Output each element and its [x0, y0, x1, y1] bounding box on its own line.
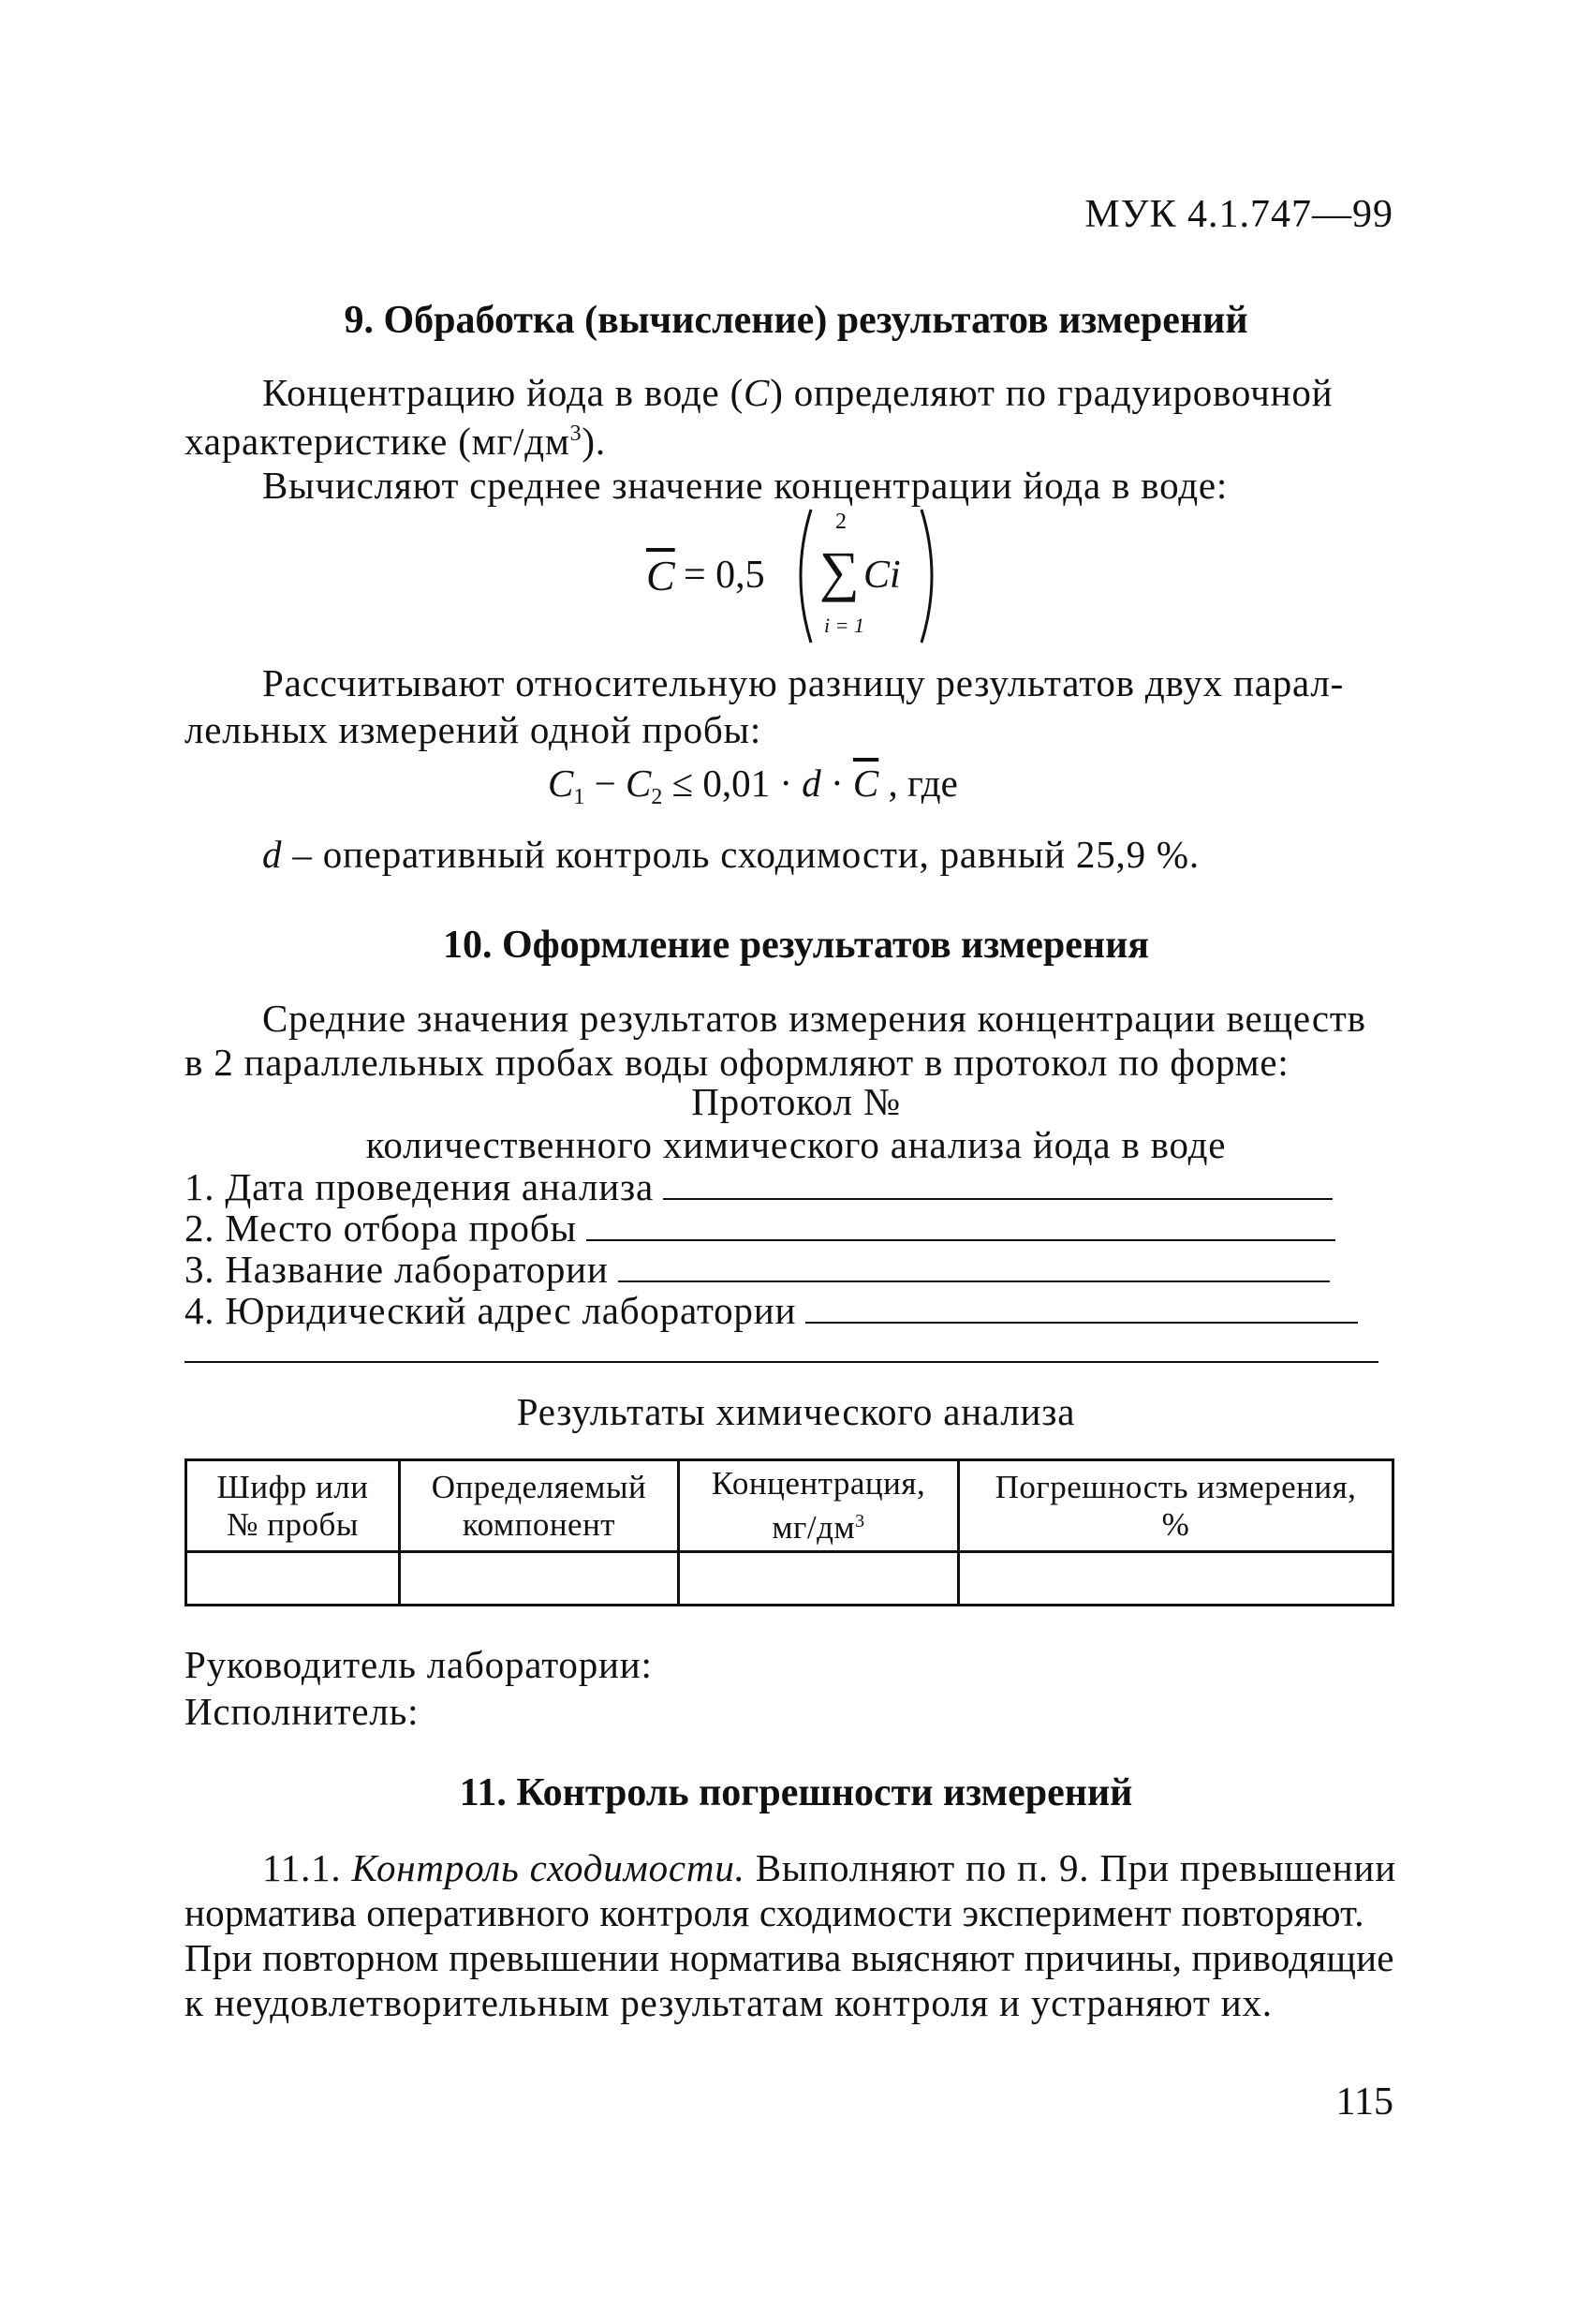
- blank-line: [805, 1292, 1358, 1324]
- text: Концентрацию йода в воде (: [262, 371, 744, 414]
- divider-line: [184, 1361, 1378, 1363]
- table-row: [186, 1552, 1393, 1606]
- field-label: 1. Дата проведения анализа: [184, 1165, 655, 1208]
- table-cell: [679, 1552, 959, 1606]
- section-11-paragraph-1-line-2: норматива оперативного контроля сходимости эксперимент повторяют.: [184, 1891, 1364, 1934]
- sum-symbol: ∑: [819, 540, 860, 602]
- header-line: Погрешность измерения,: [995, 1468, 1357, 1505]
- c1: C: [548, 762, 574, 805]
- section-9-paragraph-3-line-2: лельных измерений одной пробы:: [184, 708, 762, 751]
- protocol-field-4: [184, 1288, 1358, 1333]
- table-cell: [400, 1552, 679, 1606]
- header-line: компонент: [462, 1505, 616, 1543]
- table-cell: [959, 1552, 1393, 1606]
- section-9-paragraph-1-line-2: [184, 419, 606, 464]
- mean-concentration-formula: [646, 506, 955, 646]
- relation: ≤ 0,01 ·: [662, 762, 803, 805]
- header-line: Определяемый: [431, 1468, 647, 1505]
- header-line: мг/дм: [772, 1509, 856, 1546]
- sum-body: Ci: [863, 554, 901, 597]
- subscript-1: 1: [573, 785, 585, 809]
- right-parenthesis-icon: [918, 506, 944, 646]
- protocol-subtitle: количественного химического анализа йода в воде: [365, 1123, 1227, 1166]
- text: Выполняют по п. 9. При превышении: [744, 1846, 1397, 1889]
- header-line: № пробы: [227, 1505, 359, 1543]
- header-line: Концентрация,: [711, 1465, 926, 1502]
- document-code: МУК 4.1.747—99: [1084, 193, 1393, 236]
- page-number: 115: [1335, 2080, 1393, 2124]
- d-variable: d: [262, 833, 283, 876]
- section-9-paragraph-1: [262, 370, 1333, 415]
- text: ) определяют по градуировочной: [770, 371, 1334, 414]
- table-cell: [186, 1552, 400, 1606]
- results-table: [184, 1458, 1394, 1606]
- c-bar: $\overline{C}$: [646, 552, 675, 600]
- table-header-row: [186, 1460, 1393, 1552]
- field-label: 4. Юридический адрес лаборатории: [184, 1289, 797, 1332]
- dot: ·: [820, 762, 853, 805]
- table-header-cell: [186, 1460, 400, 1552]
- section-11-paragraph-1-line-4: к неудовлетворительным результатам контроля и устраняют их.: [184, 1981, 1273, 2024]
- header-line: %: [1161, 1505, 1190, 1543]
- section-9-paragraph-4: [262, 832, 1200, 877]
- signature-performer: Исполнитель:: [184, 1690, 420, 1733]
- clause-title: Контроль сходимости.: [351, 1846, 745, 1889]
- sum-lower-limit: i = 1: [824, 614, 864, 637]
- blank-line: [618, 1251, 1330, 1282]
- section-11-title: 11. Контроль погрешности измерений: [459, 1771, 1133, 1814]
- section-9-paragraph-3: Рассчитывают относительную разницу результатов двух парал-: [262, 661, 1345, 704]
- section-10-paragraph-1: Средние значения результатов измерения концентрации веществ: [262, 997, 1366, 1040]
- superscript: 3: [569, 422, 582, 446]
- table-header-cell: [959, 1460, 1393, 1552]
- where-text: , где: [878, 762, 958, 805]
- subscript-2: 2: [651, 785, 663, 809]
- clause-number: 11.1.: [262, 1846, 352, 1889]
- table-header-cell: [679, 1460, 959, 1552]
- field-label: 2. Место отбора пробы: [184, 1206, 577, 1250]
- relative-difference-formula: [548, 761, 958, 810]
- field-label: 3. Название лаборатории: [184, 1248, 609, 1291]
- protocol-title: Протокол №: [691, 1080, 901, 1123]
- equals-coefficient: = 0,5: [684, 554, 765, 597]
- table-header-cell: [400, 1460, 679, 1552]
- header-line: Шифр или: [216, 1468, 369, 1505]
- section-10-title: 10. Оформление результатов измерения: [442, 924, 1150, 967]
- section-11-paragraph-1-line-3: При повторном превышении норматива выясняют причины, приводящие: [184, 1936, 1394, 1979]
- blank-line: [586, 1209, 1335, 1241]
- text: ).: [582, 420, 606, 463]
- variable-c: С: [744, 371, 771, 414]
- protocol-field-1: [184, 1164, 1333, 1209]
- results-table-title: Результаты химического анализа: [516, 1390, 1076, 1433]
- protocol-field-3: [184, 1247, 1330, 1292]
- blank-line: [663, 1168, 1333, 1200]
- section-10-paragraph-1-line-2: в 2 параллельных пробах воды оформляют в протокол по форме:: [184, 1041, 1290, 1084]
- d-variable: d: [802, 762, 821, 805]
- minus: −: [584, 762, 626, 805]
- c2: C: [625, 762, 652, 805]
- sum-upper-limit: 2: [835, 510, 847, 534]
- c-bar: $\overline{C}$: [852, 762, 879, 805]
- superscript: 3: [855, 1511, 865, 1532]
- text: характеристике (мг/дм: [184, 420, 570, 463]
- left-parenthesis-icon: [789, 506, 815, 646]
- section-9-title: 9. Обработка (вычисление) результатов измерений: [344, 299, 1248, 342]
- signature-head-of-lab: Руководитель лаборатории:: [184, 1643, 653, 1686]
- protocol-field-2: [184, 1206, 1335, 1251]
- section-9-paragraph-2: Вычисляют среднее значение концентрации йода в воде:: [262, 464, 1229, 507]
- section-11-paragraph-1: [262, 1845, 1396, 1890]
- text: – оперативный контроль сходимости, равный 25,9 %.: [282, 833, 1200, 876]
